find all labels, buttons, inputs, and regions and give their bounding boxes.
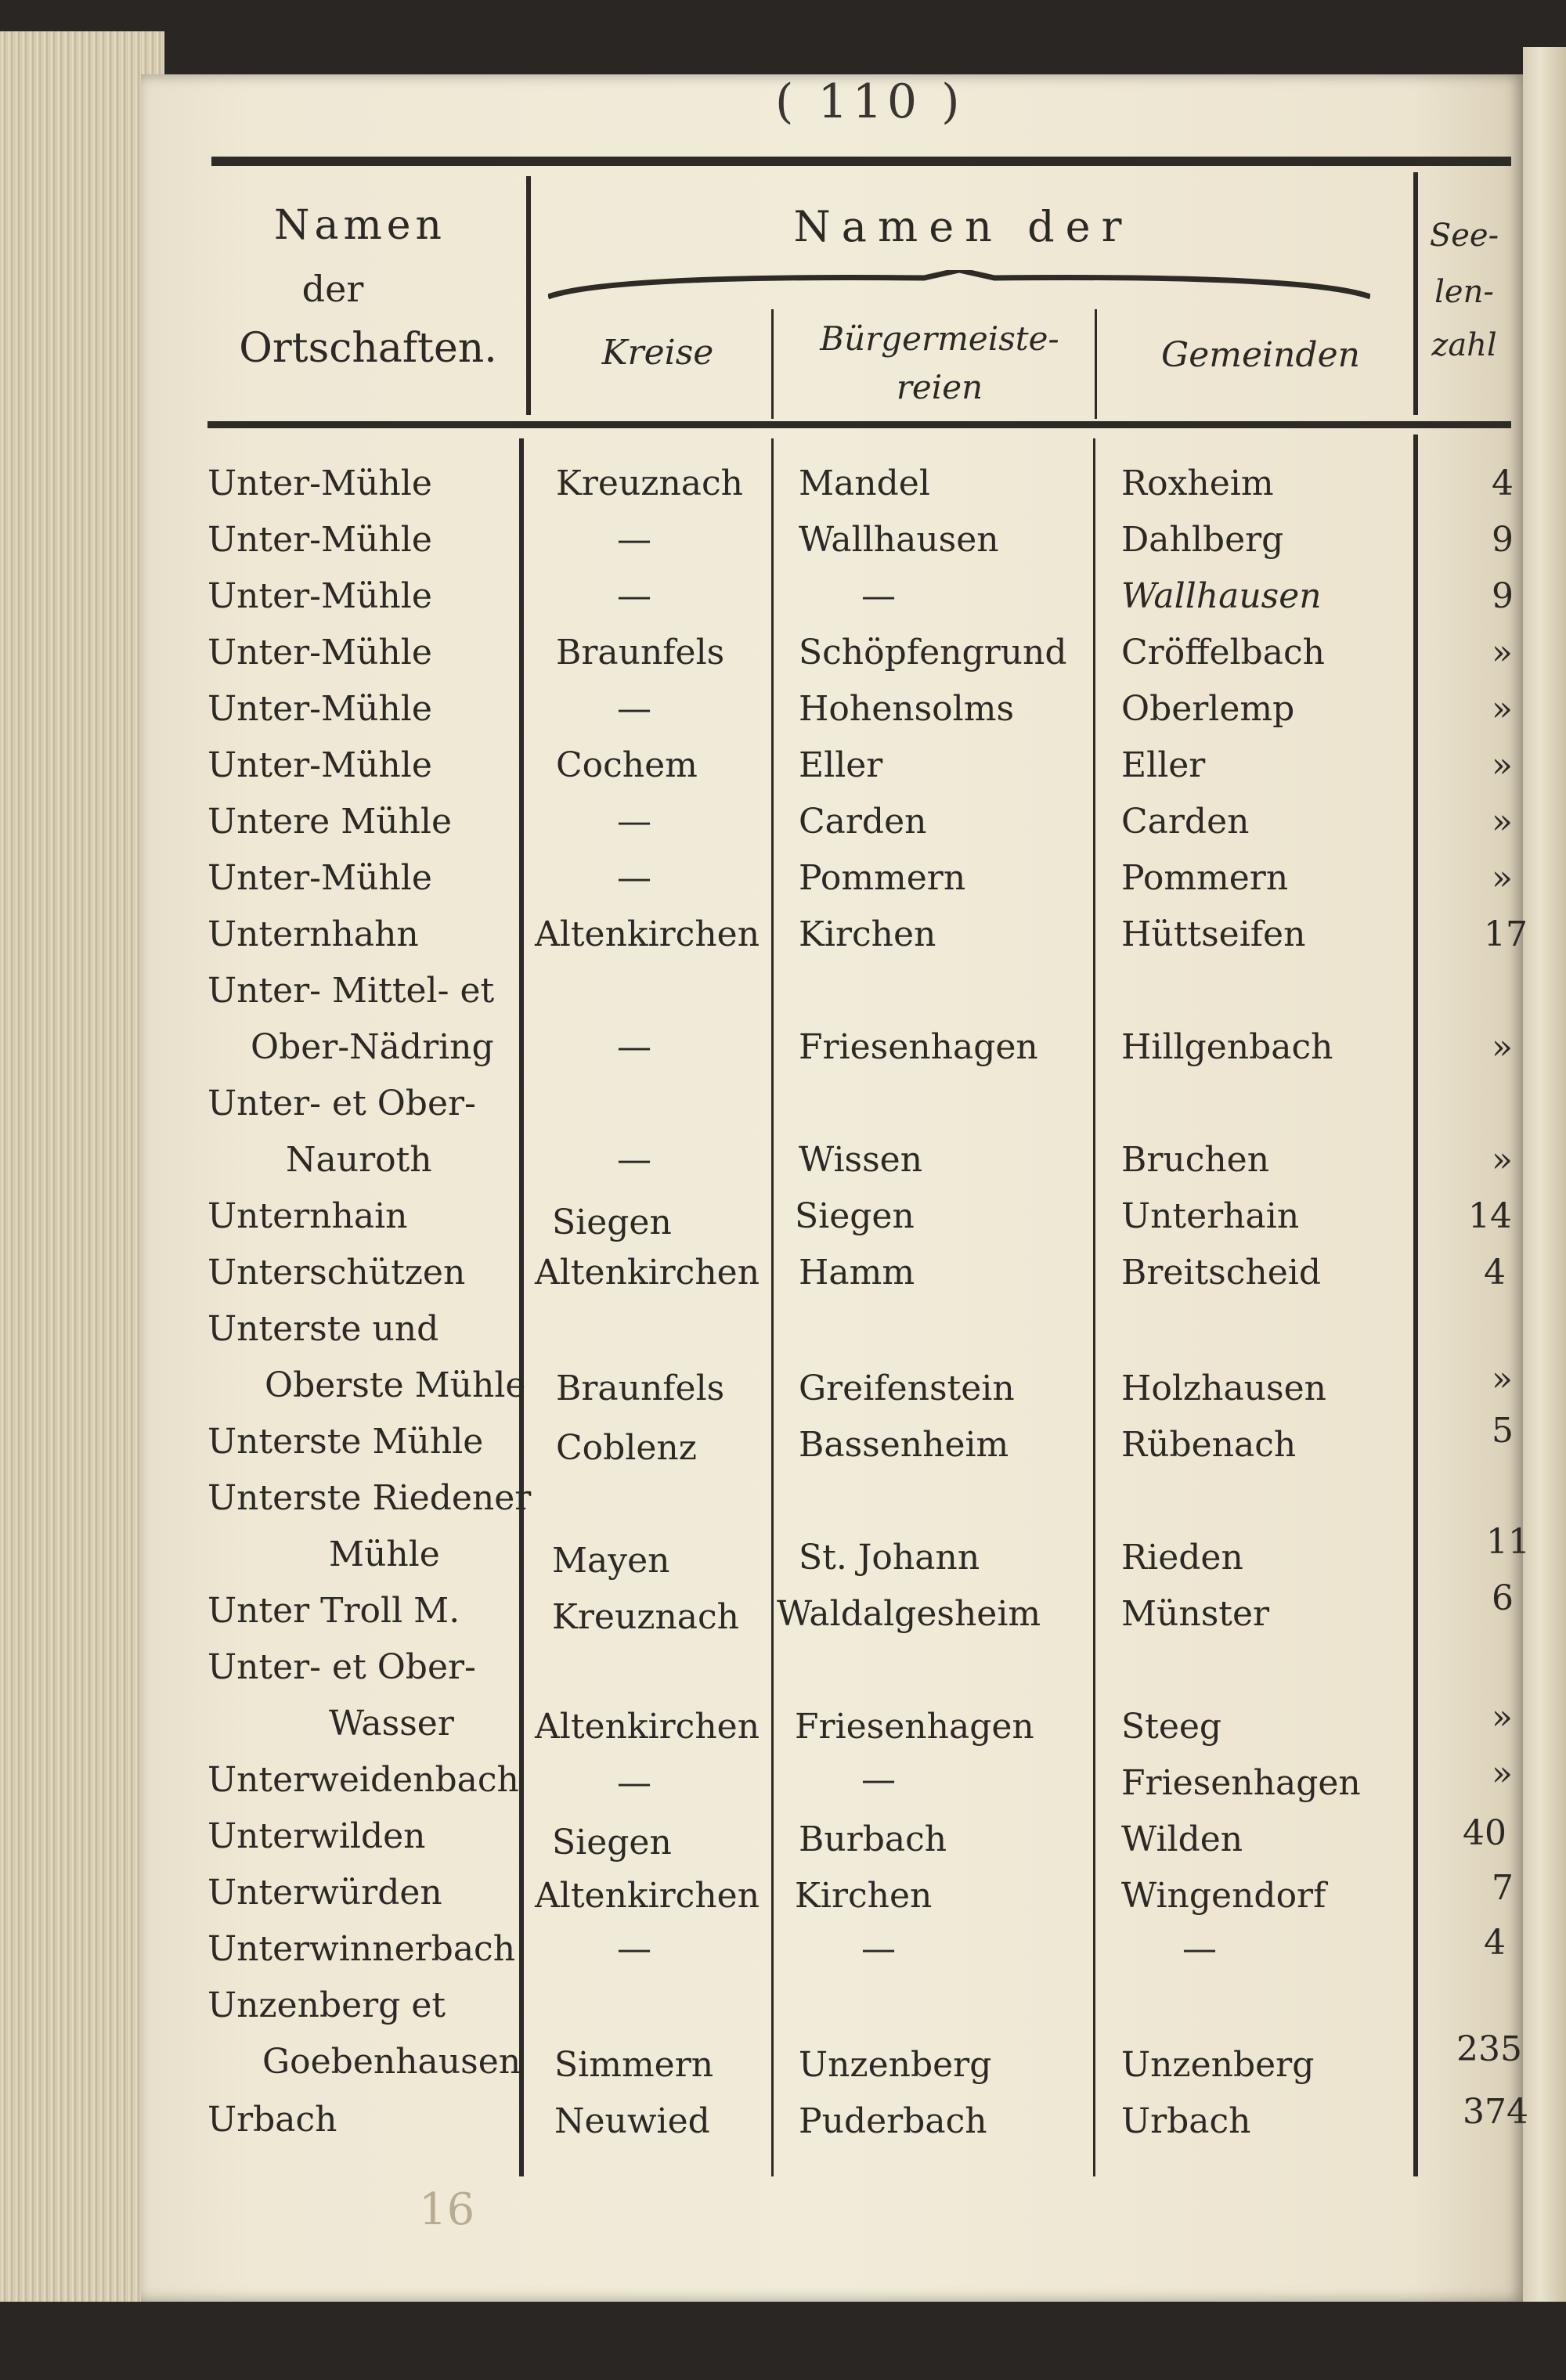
- header-gemeinden: Gemeinden: [1161, 335, 1360, 375]
- table-row-gem: Holzhausen: [1121, 1368, 1326, 1408]
- table-row-ort: Wasser: [329, 1704, 454, 1744]
- table-row-gem: Unterhain: [1121, 1196, 1300, 1236]
- header-divider-1: [526, 176, 531, 415]
- body-divider-3: [1093, 438, 1095, 2176]
- table-row-bm: Kirchen: [795, 1876, 933, 1916]
- table-row-bm: Eller: [799, 745, 883, 785]
- table-row-gem: Unzenberg: [1121, 2045, 1315, 2085]
- table-row-ort: Unter- Mittel- et: [207, 971, 495, 1011]
- table-row-ort: Unterste Riedener: [207, 1478, 532, 1518]
- table-row-gem: Hillgenbach: [1121, 1027, 1333, 1067]
- table-row-kreis: —: [617, 1140, 651, 1180]
- table-row-zahl: 9: [1492, 520, 1514, 560]
- table-row-zahl: »: [1492, 745, 1513, 785]
- table-row-bm: Hohensolms: [799, 689, 1015, 729]
- header-group-title: Namen der: [793, 202, 1133, 251]
- table-row-kreis: Siegen: [552, 1823, 672, 1863]
- table-row-gem: Roxheim: [1121, 463, 1274, 503]
- table-row-bm: Kirchen: [799, 914, 936, 954]
- table-row-zahl: »: [1492, 1754, 1513, 1794]
- header-seelen-line1: See-: [1429, 218, 1499, 254]
- table-row-kreis: —: [617, 858, 651, 898]
- footer-mark: 16: [419, 2184, 475, 2235]
- table-row-ort: Unternhahn: [207, 914, 419, 954]
- table-row-ort: Urbach: [207, 2100, 337, 2140]
- table-row-zahl: »: [1492, 858, 1513, 898]
- table-row-bm: —: [861, 1760, 896, 1800]
- table-row-gem: Steeg: [1121, 1707, 1222, 1747]
- table-row-zahl: 4: [1484, 1253, 1506, 1293]
- table-row-ort: Unter-Mühle: [207, 576, 432, 616]
- header-ort-line1: Namen: [273, 202, 447, 249]
- table-row-zahl: »: [1492, 1359, 1513, 1399]
- table-row-gem: Wallhausen: [1121, 576, 1322, 616]
- table-row-bm: Wissen: [799, 1140, 923, 1180]
- table-row-gem: Breitscheid: [1121, 1253, 1321, 1293]
- table-row-kreis: Braunfels: [556, 633, 725, 673]
- table-row-gem: Urbach: [1121, 2101, 1251, 2141]
- header-bm-line1: Bürgermeiste-: [820, 319, 1059, 358]
- table-row-kreis: Kreuznach: [556, 463, 744, 503]
- table-row-ort: Nauroth: [286, 1140, 432, 1180]
- table-row-bm: Carden: [799, 802, 927, 842]
- table-row-zahl: »: [1492, 689, 1513, 729]
- table-row-kreis: —: [617, 576, 651, 616]
- table-row-gem: Eller: [1121, 745, 1206, 785]
- table-row-ort: Unter- et Ober-: [207, 1647, 476, 1687]
- table-row-gem: Münster: [1121, 1594, 1270, 1634]
- table-row-ort: Mühle: [329, 1534, 440, 1574]
- table-row-zahl: »: [1492, 802, 1513, 842]
- table-row-bm: Hamm: [799, 1253, 915, 1293]
- table-row-kreis: Cochem: [556, 745, 698, 785]
- table-row-kreis: —: [617, 1027, 651, 1067]
- body-divider-2: [771, 438, 774, 2176]
- table-row-bm: Burbach: [799, 1819, 947, 1859]
- table-row-ort: Unter- et Ober-: [207, 1084, 476, 1123]
- table-row-zahl: 11: [1486, 1522, 1530, 1562]
- table-row-kreis: Coblenz: [556, 1428, 697, 1468]
- table-row-bm: Friesenhagen: [795, 1707, 1034, 1747]
- header-bottom-rule: [207, 421, 1511, 428]
- header-seelen-line3: zahl: [1431, 327, 1497, 363]
- table-row-kreis: —: [617, 689, 651, 729]
- top-rule: [211, 157, 1511, 166]
- table-row-ort: Unter Troll M.: [207, 1591, 460, 1631]
- table-row-bm: Siegen: [795, 1196, 915, 1236]
- header-brace: [548, 270, 1370, 301]
- table-row-kreis: Altenkirchen: [535, 1876, 760, 1916]
- table-row-ort: Unter-Mühle: [207, 858, 432, 898]
- table-row-ort: Unter-Mühle: [207, 745, 432, 785]
- header-divider-3: [1095, 309, 1097, 419]
- table-row-ort: Unter-Mühle: [207, 633, 432, 673]
- table-row-gem: Carden: [1121, 802, 1250, 842]
- table-row-bm: Greifenstein: [799, 1368, 1015, 1408]
- next-page-edge: [1523, 47, 1566, 2302]
- table-row-gem: Bruchen: [1121, 1140, 1270, 1180]
- table-row-bm: Unzenberg: [799, 2045, 992, 2085]
- table-row-kreis: Altenkirchen: [535, 1707, 760, 1747]
- book-page-edges: [0, 31, 164, 2302]
- table-row-zahl: 40: [1463, 1813, 1506, 1853]
- table-row-bm: Puderbach: [799, 2101, 987, 2141]
- table-row-zahl: 4: [1492, 463, 1514, 503]
- header-ort-line3: Ortschaften.: [239, 325, 497, 372]
- table-row-ort: Unter-Mühle: [207, 689, 432, 729]
- table-row-gem: Wingendorf: [1121, 1876, 1326, 1916]
- table-row-zahl: 235: [1456, 2029, 1522, 2069]
- table-row-ort: Untere Mühle: [207, 802, 453, 842]
- table-row-zahl: »: [1492, 1697, 1513, 1737]
- table-row-gem: Oberlemp: [1121, 689, 1295, 729]
- table-row-zahl: 374: [1463, 2092, 1528, 2132]
- table-row-ort: Ober-Nädring: [251, 1027, 494, 1067]
- table-row-kreis: Altenkirchen: [535, 1253, 760, 1293]
- table-row-kreis: Kreuznach: [552, 1597, 740, 1637]
- table-row-ort: Unterwilden: [207, 1816, 426, 1856]
- table-row-gem: Friesenhagen: [1121, 1763, 1361, 1803]
- table-row-ort: Unterwinnerbach: [207, 1929, 516, 1969]
- table-row-gem: Hüttseifen: [1121, 914, 1306, 954]
- table-row-bm: Mandel: [799, 463, 930, 503]
- table-row-gem: Pommern: [1121, 858, 1289, 898]
- table-row-zahl: 5: [1492, 1411, 1514, 1451]
- header-divider-2: [771, 309, 774, 419]
- table-row-kreis: Altenkirchen: [535, 914, 760, 954]
- table-row-kreis: Siegen: [552, 1203, 672, 1242]
- table-row-bm: Waldalgesheim: [777, 1594, 1041, 1634]
- table-row-zahl: »: [1492, 1027, 1513, 1067]
- table-row-gem: Rieden: [1121, 1538, 1243, 1578]
- table-row-gem: —: [1182, 1929, 1217, 1969]
- table-row-gem: Dahlberg: [1121, 520, 1284, 560]
- body-divider-1: [519, 438, 524, 2176]
- table-row-kreis: Mayen: [552, 1541, 670, 1581]
- table-row-kreis: —: [617, 1763, 651, 1803]
- table-row-zahl: 14: [1468, 1196, 1512, 1236]
- table-row-kreis: —: [617, 802, 651, 842]
- table-row-kreis: Simmern: [554, 2045, 714, 2085]
- table-row-bm: —: [861, 1929, 896, 1969]
- table-row-ort: Unzenberg et: [207, 1985, 446, 2025]
- table-row-gem: Rübenach: [1121, 1425, 1297, 1465]
- table-row-kreis: —: [617, 1929, 651, 1969]
- table-row-ort: Unterste Mühle: [207, 1422, 484, 1462]
- table-row-bm: Wallhausen: [799, 520, 999, 560]
- header-seelen-line2: len-: [1434, 274, 1494, 310]
- table-row-zahl: 17: [1484, 914, 1528, 954]
- table-row-kreis: —: [617, 520, 651, 560]
- table-row-zahl: 9: [1492, 576, 1514, 616]
- header-kreise: Kreise: [601, 333, 714, 373]
- table-row-zahl: »: [1492, 633, 1513, 673]
- table-row-bm: Friesenhagen: [799, 1027, 1038, 1067]
- table-row-bm: Pommern: [799, 858, 966, 898]
- table-row-ort: Unterweidenbach: [207, 1760, 519, 1800]
- table-row-bm: —: [861, 576, 896, 616]
- table-row-ort: Unterschützen: [207, 1253, 466, 1293]
- table-row-zahl: 4: [1484, 1923, 1506, 1963]
- table-row-bm: Bassenheim: [799, 1425, 1009, 1465]
- table-row-bm: St. Johann: [799, 1538, 980, 1578]
- table-row-ort: Goebenhausen: [262, 2042, 521, 2082]
- header-divider-4: [1413, 172, 1418, 415]
- header-bm-line2: reien: [896, 368, 983, 406]
- table-row-zahl: »: [1492, 1140, 1513, 1180]
- table-row-ort: Unternhain: [207, 1196, 408, 1236]
- table-row-gem: Wilden: [1121, 1819, 1243, 1859]
- header-ort-line2: der: [301, 268, 364, 310]
- table-row-bm: Schöpfengrund: [799, 633, 1067, 673]
- table-row-ort: Unterste und: [207, 1309, 439, 1349]
- body-divider-4: [1413, 435, 1418, 2176]
- table-row-kreis: Braunfels: [556, 1368, 725, 1408]
- table-row-zahl: 7: [1492, 1868, 1514, 1908]
- table-row-ort: Oberste Mühle: [265, 1365, 526, 1405]
- table-row-kreis: Neuwied: [554, 2101, 710, 2141]
- page-number: ( 110 ): [775, 74, 965, 129]
- table-row-zahl: 6: [1492, 1578, 1514, 1618]
- table-row-ort: Unter-Mühle: [207, 463, 432, 503]
- table-row-ort: Unterwürden: [207, 1873, 442, 1913]
- table-row-gem: Cröffelbach: [1121, 633, 1325, 673]
- table-row-ort: Unter-Mühle: [207, 520, 432, 560]
